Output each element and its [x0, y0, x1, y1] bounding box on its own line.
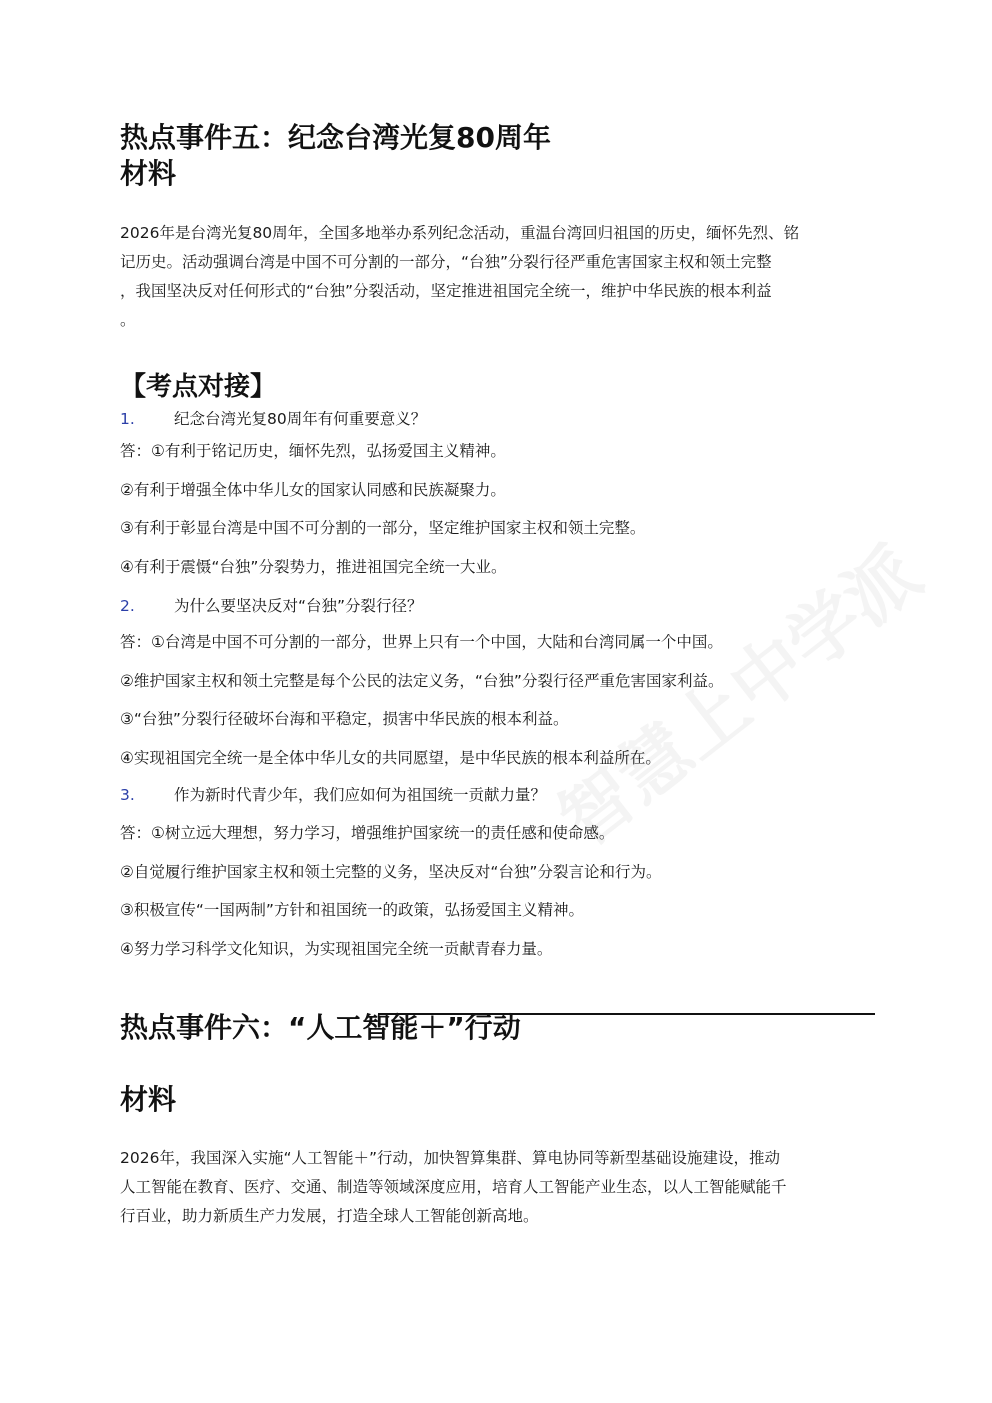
- section5-title: 热点事件五：纪念台湾光复80周年: [120, 121, 551, 154]
- question-number: 1.: [120, 410, 135, 428]
- exam-points-heading: 【考点对接】: [120, 372, 277, 402]
- answer-line: 答：①树立远大理想，努力学习，增强维护国家统一的责任感和使命感。: [120, 824, 615, 842]
- section6-material-heading: 材料: [120, 1083, 177, 1116]
- answer-line: ④努力学习科学文化知识，为实现祖国完全统一贡献青春力量。: [120, 940, 553, 958]
- question-number: 2.: [120, 597, 135, 615]
- section6-title: 热点事件六：“人工智能＋”行动: [120, 1011, 521, 1044]
- material-line: 2026年，我国深入实施“人工智能＋”行动，加快智算集群、算电协同等新型基础设施建设，推动: [120, 1149, 781, 1167]
- section5-material-paragraph: [120, 219, 870, 335]
- answer-line: 答：①有利于铭记历史，缅怀先烈，弘扬爱国主义精神。: [120, 442, 506, 460]
- answer-line: 答：①台湾是中国不可分割的一部分，世界上只有一个中国，大陆和台湾同属一个中国。: [120, 633, 723, 651]
- material-line: 。: [120, 311, 136, 329]
- answer-line: ④有利于震慑“台独”分裂势力，推进祖国完全统一大业。: [120, 558, 507, 576]
- answer-line: ③“台独”分裂行径破坏台海和平稳定，损害中华民族的根本利益。: [120, 710, 569, 728]
- material-line: 2026年是台湾光复80周年，全国多地举办系列纪念活动，重温台湾回归祖国的历史，缅怀先烈、铭: [120, 224, 800, 242]
- material-line: 记历史。活动强调台湾是中国不可分割的一部分，“台独”分裂行径严重危害国家主权和领土完整: [120, 253, 772, 271]
- question-text: 作为新时代青少年，我们应如何为祖国统一贡献力量？: [174, 786, 547, 804]
- answer-line: ③积极宣传“一国两制”方针和祖国统一的政策，弘扬爱国主义精神。: [120, 901, 584, 919]
- section6-material-paragraph: [120, 1144, 870, 1231]
- section5-material-heading: 材料: [120, 157, 177, 190]
- material-line: 人工智能在教育、医疗、交通、制造等领域深度应用，培育人工智能产业生态，以人工智能赋能千: [120, 1178, 787, 1196]
- answer-line: ④实现祖国完全统一是全体中华儿女的共同愿望，是中华民族的根本利益所在。: [120, 749, 661, 767]
- answer-line: ③有利于彰显台湾是中国不可分割的一部分，坚定维护国家主权和领土完整。: [120, 519, 646, 537]
- answer-line: ②自觉履行维护国家主权和领土完整的义务，坚决反对“台独”分裂言论和行为。: [120, 863, 662, 881]
- question-text: 纪念台湾光复80周年有何重要意义？: [174, 410, 427, 428]
- material-line: 行百业，助力新质生产力发展，打造全球人工智能创新高地。: [120, 1207, 539, 1225]
- material-line: ，我国坚决反对任何形式的“台独”分裂活动，坚定推进祖国完全统一，维护中华民族的根本利益: [120, 282, 772, 300]
- question-number: 3.: [120, 786, 135, 804]
- question-text: 为什么要坚决反对“台独”分裂行径？: [174, 597, 423, 615]
- answer-line: ②有利于增强全体中华儿女的国家认同感和民族凝聚力。: [120, 481, 506, 499]
- watermark: [534, 518, 938, 866]
- answer-line: ②维护国家主权和领土完整是每个公民的法定义务，“台独”分裂行径严重危害国家利益。: [120, 672, 724, 690]
